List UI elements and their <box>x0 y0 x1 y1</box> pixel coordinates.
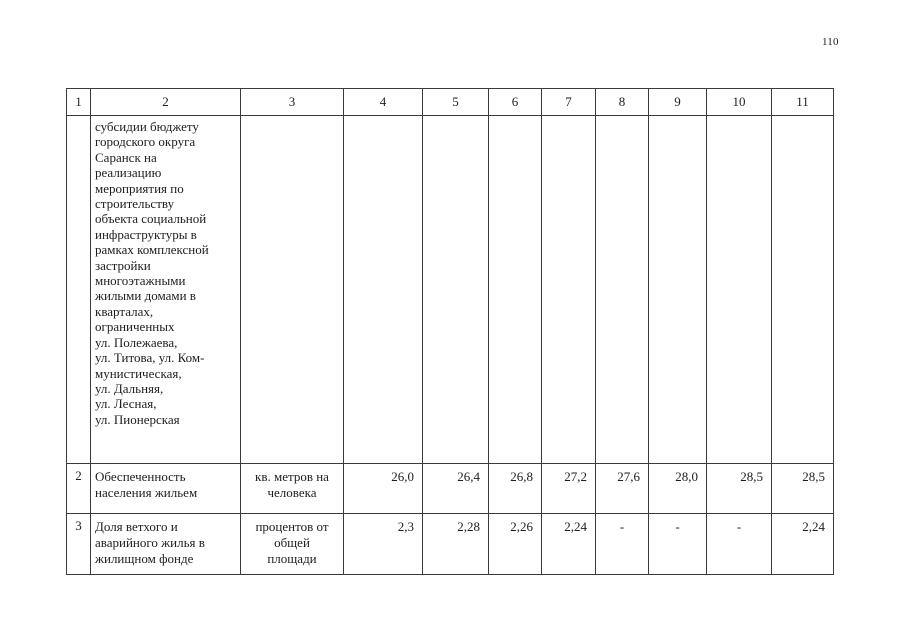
table-row <box>67 464 834 514</box>
unit-cell <box>241 464 344 514</box>
table-cell <box>489 116 542 464</box>
header-cell: 9 <box>649 89 707 116</box>
description-line: ул. Пионерская <box>95 411 180 427</box>
table-row <box>67 514 834 575</box>
header-cell: 2 <box>91 89 241 116</box>
value-cell: - <box>707 514 772 575</box>
unit-line: процентов от <box>255 519 329 534</box>
description-line: субсидии бюджету <box>95 119 199 134</box>
header-cell: 11 <box>772 89 834 116</box>
description-line: рамках комплексной <box>95 242 209 258</box>
unit-line: площади <box>267 551 317 566</box>
description-line: городского округа <box>95 134 196 150</box>
table-cell <box>344 116 423 464</box>
value-cell: 26,8 <box>489 464 542 514</box>
description-line: ул. Дальняя, <box>95 380 164 396</box>
header-cell: 4 <box>344 89 423 116</box>
table-cell <box>707 116 772 464</box>
table-cell <box>649 116 707 464</box>
header-cell: 3 <box>241 89 344 116</box>
header-cell: 7 <box>542 89 596 116</box>
header-cell: 10 <box>707 89 772 116</box>
header-cell: 8 <box>596 89 649 116</box>
row-number: 2 <box>67 464 91 514</box>
unit-line: кв. метров на <box>255 469 329 484</box>
indicator-name-line: аварийного жилья в <box>95 535 205 550</box>
value-cell: 27,2 <box>542 464 596 514</box>
table-cell <box>542 116 596 464</box>
value-cell: 2,28 <box>423 514 489 575</box>
value-cell: 26,4 <box>423 464 489 514</box>
value-cell: 27,6 <box>596 464 649 514</box>
value-cell: 2,24 <box>772 514 834 575</box>
indicator-name-cell <box>91 464 241 514</box>
subsidy-description-cell <box>91 116 241 464</box>
value-cell: 28,0 <box>649 464 707 514</box>
table-cell <box>241 116 344 464</box>
table-cell <box>67 116 91 464</box>
description-line: ул. Полежаева, <box>95 334 178 350</box>
indicators-table <box>66 88 834 575</box>
row-number: 3 <box>67 514 91 575</box>
indicator-name-line: населения жильем <box>95 485 198 500</box>
description-line: мунистическая, <box>95 365 182 381</box>
description-line: реализацию <box>95 165 162 181</box>
description-line: ул. Титова, ул. Ком- <box>95 350 205 366</box>
value-cell: - <box>649 514 707 575</box>
value-cell: 26,0 <box>344 464 423 514</box>
value-cell: - <box>596 514 649 575</box>
indicator-name-cell <box>91 514 241 575</box>
value-cell: 2,3 <box>344 514 423 575</box>
page-number: 110 <box>822 36 839 48</box>
indicator-name-line: жилищном фонде <box>95 551 194 566</box>
header-cell: 1 <box>67 89 91 116</box>
description-line: жилыми домами в <box>95 288 196 304</box>
table-row <box>67 116 834 464</box>
description-line: ул. Лесная, <box>95 396 157 412</box>
header-row <box>67 89 834 116</box>
description-line: инфраструктуры в <box>95 226 197 242</box>
description-line: многоэтажными <box>95 273 186 289</box>
description-line: застройки <box>95 257 151 273</box>
description-line: кварталах, <box>95 303 154 319</box>
value-cell: 28,5 <box>707 464 772 514</box>
value-cell: 2,26 <box>489 514 542 575</box>
description-line: мероприятия по <box>95 180 184 196</box>
table-cell <box>772 116 834 464</box>
indicator-name-line: Доля ветхого и <box>95 519 178 534</box>
header-cell: 6 <box>489 89 542 116</box>
description-line: ограниченных <box>95 319 175 335</box>
value-cell: 28,5 <box>772 464 834 514</box>
unit-line: человека <box>267 485 317 500</box>
table-cell <box>423 116 489 464</box>
description-line: объекта социальной <box>95 211 207 227</box>
description-line: строительству <box>95 196 175 212</box>
table-cell <box>596 116 649 464</box>
description-line: Саранск на <box>95 149 157 165</box>
indicator-name-line: Обеспеченность <box>95 469 186 484</box>
header-cell: 5 <box>423 89 489 116</box>
unit-cell <box>241 514 344 575</box>
unit-line: общей <box>274 535 310 550</box>
value-cell: 2,24 <box>542 514 596 575</box>
